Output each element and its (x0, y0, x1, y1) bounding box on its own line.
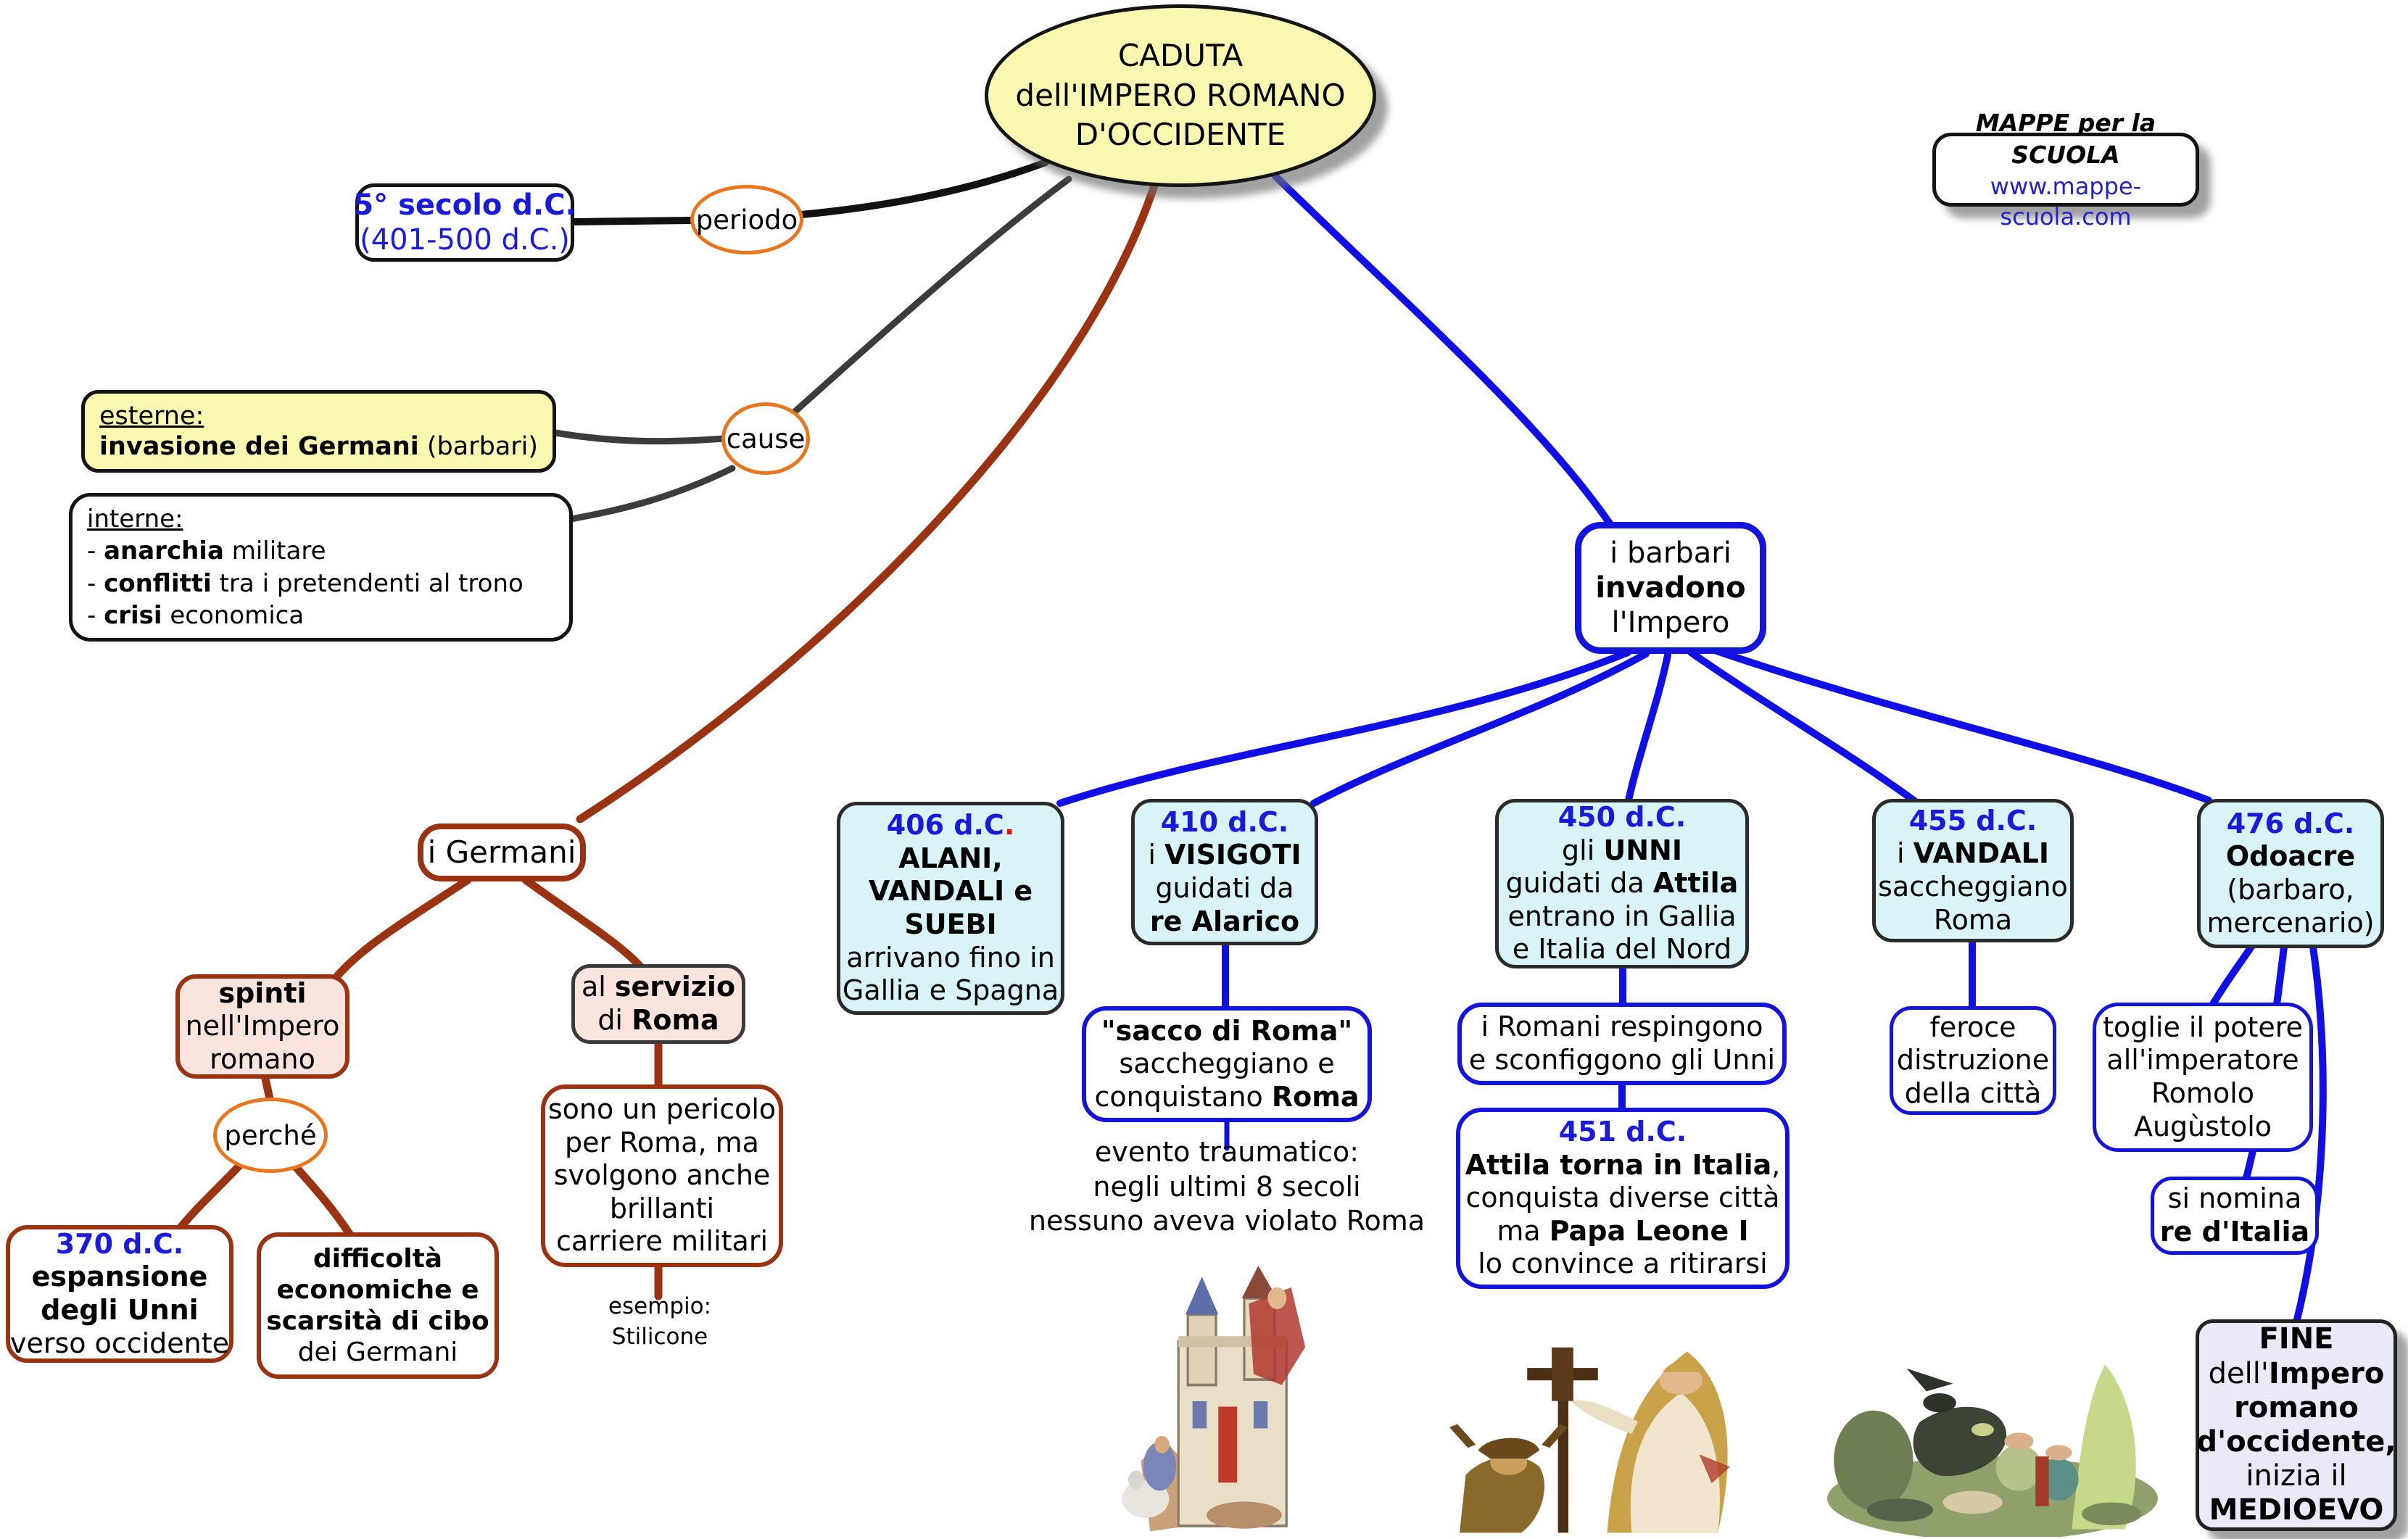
edge-germani-servizio (526, 880, 640, 966)
connector-periodo-label: periodo (695, 204, 798, 236)
edge-periodo-title (802, 162, 1046, 215)
label-esempio-stilicone: esempio: Stilicone (608, 1293, 712, 1350)
node-feroce-distruzione: feroce distruzione della città (1890, 1006, 2056, 1115)
node-406-alani-vandali-suebi: 406 d.C. ALANI, VANDALI e SUEBI arrivano fino in Gallia e Spagna (837, 802, 1064, 1015)
node-title-caduta: CADUTA dell'IMPERO ROMANO D'OCCIDENTE (985, 4, 1376, 187)
edge-secolo-periodo (574, 220, 692, 222)
node-servizio-roma: al servizio di Roma (571, 964, 745, 1044)
vandals-sack-painting-image (1827, 1345, 2158, 1537)
edge-cause-interne (567, 468, 732, 520)
node-455-vandali: 455 d.C. i VANDALI saccheggiano Roma (1872, 799, 2074, 942)
node-barbari-invadono: i barbari invadono l'Impero (1575, 522, 1766, 654)
node-476-odoacre: 476 d.C. Odoacre (barbaro, mercenario) (2197, 799, 2384, 948)
node-cause-interne: interne: - anarchia militare - conflitti tra i pretendenti al trono - crisi economica (69, 493, 573, 642)
branding-box (1932, 108, 2199, 231)
node-difficolta: difficoltà economiche e scarsità di cibo dei Germani (257, 1232, 499, 1379)
connector-perche (213, 1098, 328, 1173)
node-romani-respingono: i Romani respingono e sconfiggono gli Unni (1457, 1003, 1787, 1085)
pope-leo-attila-painting-image (1447, 1331, 1755, 1537)
connector-cause-label: cause (726, 423, 806, 455)
node-pericolo-carriere: sono un pericolo per Roma, ma svolgono anche brillanti carriere militari (541, 1084, 783, 1267)
edge-barbari-455 (1691, 652, 1916, 802)
edge-title-barbari (1275, 175, 1610, 523)
edge-title-germani (580, 186, 1154, 819)
edge-barbari-406 (1060, 652, 1628, 803)
node-451-attila-torna: 451 d.C. Attila torna in Italia, conquista diverse città ma Papa Leone I lo convince a ritirarsi (1456, 1108, 1790, 1289)
node-spinti-impero: spinti nell'Impero romano (175, 974, 349, 1079)
node-410-visigoti: 410 d.C. i VISIGOTI guidati da re Alarico (1131, 799, 1318, 945)
edge-476-toglie (2213, 947, 2251, 1004)
node-sacco-di-roma: "sacco di Roma" saccheggiano e conquistano Roma (1082, 1006, 1372, 1122)
branding-title: MAPPE per la SCUOLA (1975, 108, 2156, 170)
edge-barbari-476 (1713, 650, 2209, 800)
node-toglie-potere: toglie il potere all'imperatore Romolo Augùstolo (2093, 1003, 2313, 1152)
edge-germani-spinti (335, 880, 468, 979)
connector-periodo (690, 185, 803, 254)
node-germani: i Germani (418, 824, 586, 881)
edge-barbari-450 (1629, 655, 1668, 800)
node-450-unni-attila: 450 d.C. gli UNNI guidati da Attila entrano in Gallia e Italia del Nord (1495, 799, 1749, 968)
node-si-nomina-re: si nomina re d'Italia (2151, 1177, 2319, 1255)
node-periodo-secolo: 5° secolo d.C. (401-500 d.C.) (355, 183, 574, 262)
node-cause-esterne: esterne: invasione dei Germani (barbari) (81, 390, 556, 473)
edge-spinti-perche (265, 1079, 270, 1099)
edge-perche-difficolta (296, 1167, 349, 1234)
edge-esterne-cause (555, 433, 724, 441)
sack-of-rome-miniature-image (1108, 1266, 1343, 1537)
connector-cause (721, 402, 810, 475)
node-fine-medioevo: FINE dell'Impero romano d'occidente, inizia il MEDIOEVO (2196, 1319, 2397, 1531)
label-evento-traumatico: evento traumatico: negli ultimi 8 secoli nessuno aveva violato Roma (1028, 1136, 1426, 1237)
branding-url-link[interactable]: www.mappe-scuola.com (1990, 172, 2142, 231)
node-370-unni: 370 d.C. espansione degli Unni verso occidente (6, 1225, 233, 1363)
connector-perche-label: perché (224, 1119, 317, 1151)
edge-perche-unni370 (181, 1164, 241, 1227)
